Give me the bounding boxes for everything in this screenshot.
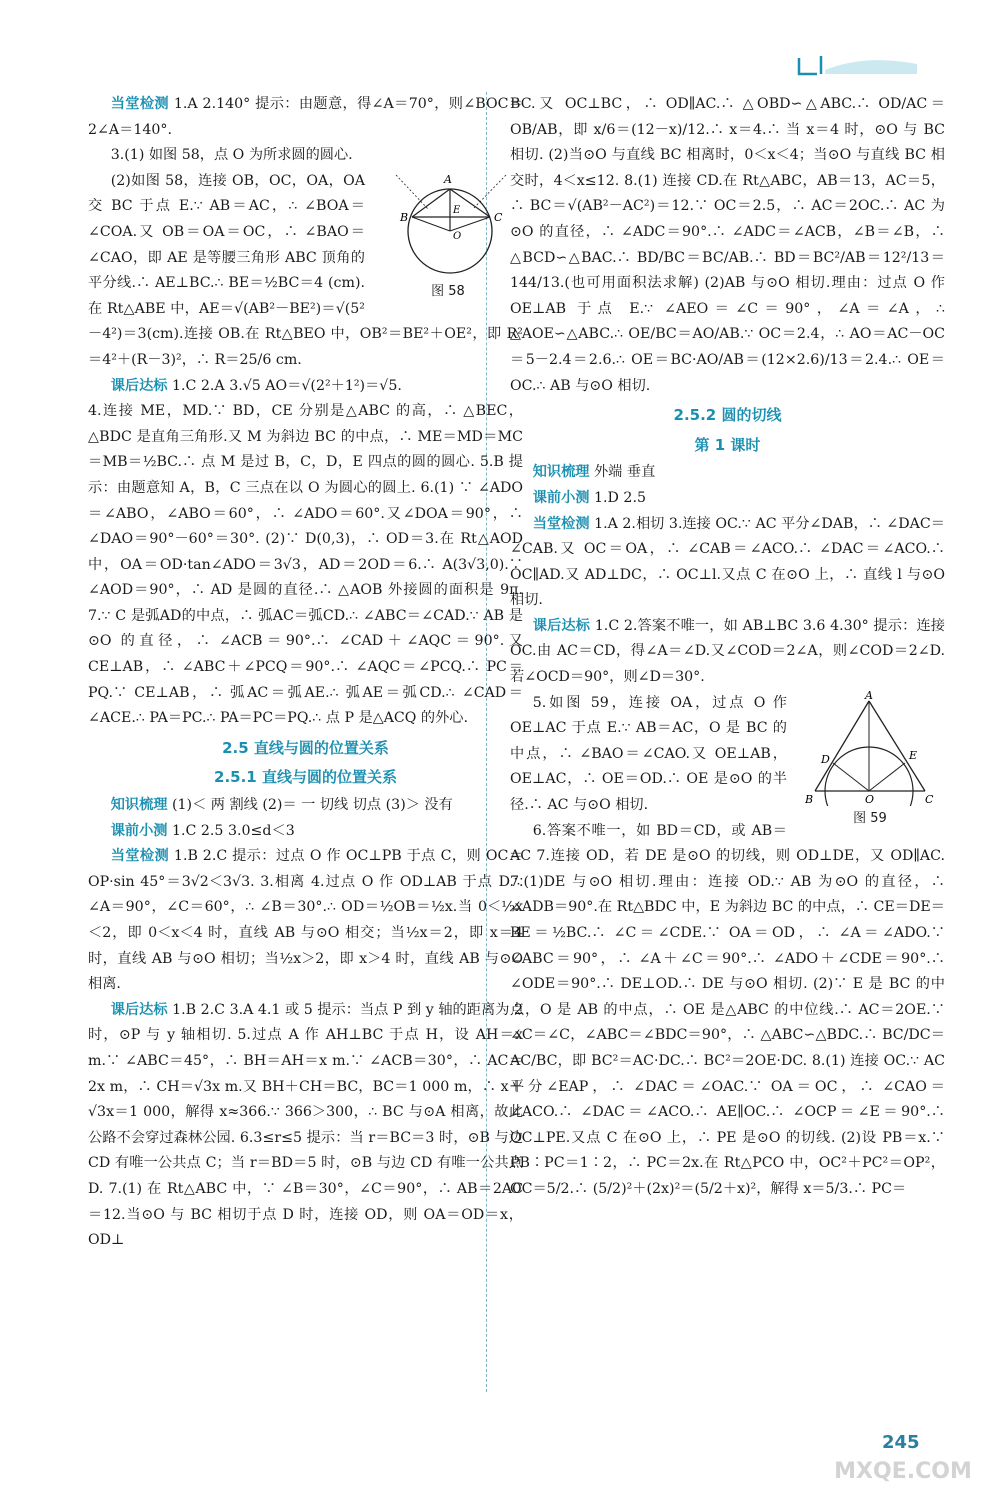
figure-58 xyxy=(373,169,523,305)
svg-text:O: O xyxy=(865,792,875,806)
right-column xyxy=(510,92,945,1203)
svg-text:A: A xyxy=(865,690,873,702)
figure-caption: 图 58 xyxy=(431,283,465,299)
paragraph: 知识梳理 (1)＜ 两 割线 (2)＝ 一 切线 切点 (3)＞ 没有 xyxy=(110,797,453,814)
section-keyword: 知识梳理 xyxy=(110,797,168,814)
figure-59 xyxy=(795,691,945,832)
page-number: 245 xyxy=(882,1432,920,1453)
paragraph: 课前小测 1.C 2.5 3.0≤d＜3 xyxy=(110,822,295,839)
svg-text:O: O xyxy=(453,230,462,242)
paragraph: 4.连接 ME，MD.∵ BD，CE 分别是△ABC 的高，∴ △BEC，△BDC 是直角三角形.又 M 为斜边 BC 的中点，∴ ME＝MD＝MC＝MB＝½BC.∴ 点 M 是过 B，C，D，E 四点的圆的圆心. 5.B 提示：由题意知 A，B，C 三点在以 O 为圆心的圆上. 6.(1) ∵ ∠ADO＝∠ABO，∠ABO＝60°，∴ ∠ADO＝60°.又∠DOA＝90°，∴ ∠DAO＝90°－60°＝30°. (2)∵ D(0,3)，∴ OD＝3.在 Rt△AOD 中，OA＝OD·tan∠ADO＝3√3，AD＝2OD＝6.∴ A(3√3,0).∵ ∠AOD＝90°，∴ AD 是圆的直径.∴ △AOB 外接圆的面积是 9π. 7.∵ C 是弧AD的中点，∴ 弧AC＝弧CD.∴ ∠ABC＝∠CAD.∵ AB 是⊙O 的直径，∴ ∠ACB＝90°.∴ ∠CAD＋∠AQC＝90°.又 CE⊥AB，∴ ∠ABC＋∠PCQ＝90°.∴ ∠AQC＝∠PCQ.∴ PC＝PQ.∵ CE⊥AB，∴ 弧AC＝弧AE.∴ 弧AE＝弧CD.∴ ∠CAD＝∠ACE.∴ PA＝PC.∴ PA＝PC＝PQ.∴ 点 P 是△ACQ 的外心. xyxy=(88,403,523,727)
paragraph: 知识梳理 外端 垂直 xyxy=(532,464,656,481)
paragraph: 6.答案不唯一，如 BD＝CD，或 AB＝AC 7.连接 OD，若 DE 是⊙O 的切线，则 OD⊥DE，又 OD∥AC. 7.(1)DE 与⊙O 相切.理由：连接 OD.∵ AB 为⊙O 的直径，∴ ∠ADB＝90°.在 Rt△BDC 中，E 为斜边 BC 的中点，∴ CE＝DE＝BE＝½BC.∴ ∠C＝∠CDE.∵ OA＝OD，∴ ∠A＝∠ADO.∵ ∠ABC＝90°，∴ ∠A＋∠C＝90°.∴ ∠ADO＋∠CDE＝90°.∴ ∠ODE＝90°.∴ DE⊥OD.∴ DE 与⊙O 相切. (2)∵ E 是 BC 的中点，O 是 AB 的中点，∴ OE 是△ABC 的中位线.∴ AC＝2OE.∵ ∠C＝∠C，∠ABC＝∠BDC＝90°，∴ △ABC∽△BDC.∴ BC/DC＝AC/BC，即 BC²＝AC·DC.∴ BC²＝2OE·DC. 8.(1) 连接 OC.∵ AC 平分∠EAP，∴ ∠DAC＝∠OAC.∵ OA＝OC，∴ ∠CAO＝∠ACO.∴ ∠DAC＝∠ACO.∴ AE∥OC.∴ ∠OCP＝∠E＝90°.∴ OC⊥PE.又点 C 在⊙O 上，∴ PE 是⊙O 的切线. (2)设 PB＝x.∵ PB∶PC＝1∶2，∴ PC＝2x.在 Rt△PCO 中，OC²＋PC²＝OP²，OC＝5/2.∴ (5/2)²＋(2x)²＝(5/2＋x)²，解得 x＝5/3.∴ PC＝ xyxy=(510,822,945,1197)
section-keyword: 课后达标 xyxy=(110,1001,168,1018)
svg-text:E: E xyxy=(909,748,918,762)
svg-text:E: E xyxy=(453,204,461,216)
subsection-heading: 2.5.1 直线与圆的位置关系 xyxy=(214,768,397,787)
paragraph: 当堂检测 1.A 2.140° 提示：由题意，得∠A＝70°，则∠BOC＝2∠A＝140°. xyxy=(88,96,523,138)
paragraph: 当堂检测 1.B 2.C 提示：过点 O 作 OC⊥PB 于点 C，则 OC＝OP·sin 45°＝3√2＜3√3. 3.相离 4.过点 O 作 OD⊥AB 于点 D.∵ ∠A＝90°，∠C＝60°，∴ ∠B＝30°.∴ OD＝½OB＝½x.当 0＜½x＜2，即 0＜x＜4 时，直线 AB 与⊙O 相交；当½x＝2，即 x＝4 时，直线 AB 与⊙O 相切；当½x＞2，即 x＞4 时，直线 AB 与⊙O 相离. xyxy=(88,848,523,993)
svg-text:C: C xyxy=(494,210,503,224)
section-keyword: 知识梳理 xyxy=(532,464,590,481)
svg-text:B: B xyxy=(400,210,409,224)
lesson-heading: 第 1 课时 xyxy=(694,435,761,454)
paragraph: 当堂检测 1.A 2.相切 3.连接 OC.∵ AC 平分∠DAB，∴ ∠DAC＝∠CAB.又 OC＝OA，∴ ∠CAB＝∠ACO.∴ ∠DAC＝∠ACO.∴ OC∥AD.又 AD⊥DC，∴ OC⊥l.又点 C 在⊙O 上，∴ 直线 l 与⊙O 相切. xyxy=(510,515,945,609)
subsection-heading: 2.5.2 圆的切线 xyxy=(673,406,782,425)
left-column xyxy=(88,92,523,1254)
watermark-logo: MXQE.COM xyxy=(834,1459,972,1484)
figure-caption: 图 59 xyxy=(853,810,887,826)
section-keyword: 课前小测 xyxy=(532,489,590,506)
figure-58-drawing xyxy=(378,169,518,279)
section-keyword: 课后达标 xyxy=(110,377,168,394)
paragraph: 课后达标 1.C 2.答案不唯一，如 AB⊥BC 3.6 4.30° 提示：连接 OC.由 AC＝CD，得∠A＝∠D.又∠COD＝2∠A，则∠COD＝2∠D.若∠OCD＝90°，则∠D＝30°. xyxy=(510,617,945,686)
figure-59-drawing xyxy=(805,691,935,806)
section-keyword: 课前小测 xyxy=(110,822,168,839)
section-keyword: 当堂检测 xyxy=(110,848,170,865)
svg-text:A: A xyxy=(444,172,452,186)
paragraph: 课前小测 1.D 2.5 xyxy=(532,489,646,506)
paragraph: 3.(1) 如图 58，点 O 为所求圆的圆心. xyxy=(110,147,353,164)
paragraph: 课后达标 1.C 2.A 3.√5 AO＝√(2²＋1²)＝√5. xyxy=(110,377,402,394)
svg-text:D: D xyxy=(821,752,830,766)
svg-text:C: C xyxy=(925,792,934,806)
section-keyword: 课后达标 xyxy=(532,617,591,634)
paragraph: 课后达标 1.B 2.C 3.A 4.1 或 5 提示：当点 P 到 y 轴的距离为 2 时，⊙P 与 y 轴相切. 5.过点 A 作 AH⊥BC 于点 H，设 AH＝x m.∵ ∠ABC＝45°，∴ BH＝AH＝x m.∵ ∠ACB＝30°，∴ AC＝2x m，∴ CH＝√3x m.又 BH＋CH＝BC，BC＝1 000 m，∴ x＋√3x＝1 000，解得 x≈366.∵ 366＞300，∴ BC 与⊙A 相离，故此公路不会穿过森林公园. 6.3≤r≤5 提示：当 r＝BC＝3 时，⊙B 与边 CD 有唯一公共点 C；当 r＝BD＝5 时，⊙B 与边 CD 有唯一公共点 D. 7.(1) 在 Rt△ABC 中，∵ ∠B＝30°，∠C＝90°，∴ AB＝2AC＝12.当⊙O 与 BC 相切于点 D 时，连接 OD，则 OA＝OD＝x，OD⊥ xyxy=(88,1001,523,1249)
section-keyword: 当堂检测 xyxy=(532,515,590,532)
section-heading: 2.5 直线与圆的位置关系 xyxy=(222,738,389,757)
paragraph: BC.又 OC⊥BC，∴ OD∥AC.∴ △OBD∽△ABC.∴ OD/AC＝OB/AB，即 x/6＝(12－x)/12.∴ x＝4.∴ 当 x＝4 时，⊙O 与 BC 相切. (2)当⊙O 与直线 BC 相离时，0＜x＜4；当⊙O 与直线 BC 相交时，4＜x≤12. 8.(1) 连接 CD.在 Rt△ABC，AB＝13，AC＝5，∴ BC＝√(AB²－AC²)＝12.∵ OC＝2.5，∴ AC＝2OC.∴ AC 为⊙O 的直径，∴ ∠ADC＝90°.∴ ∠ADC＝∠ACB，∠B＝∠B，∴ △BCD∽△BAC.∴ BD/BC＝BC/AB.∴ BD＝BC²/AB＝12²/13＝144/13.(也可用面积法求解) (2)AB 与⊙O 相切.理由：过点 O 作 OE⊥AB 于点 E.∵ ∠AEO＝∠C＝90°，∠A＝∠A，∴ △AOE∽△ABC.∴ OE/BC＝AO/AB.∵ OC＝2.4，∴ AO＝AC－OC＝5－2.4＝2.6.∴ OE＝BC·AO/AB＝(12×2.6)/13＝2.4.∴ OE＝OC.∴ AB 与⊙O 相切. xyxy=(510,96,945,394)
section-keyword: 当堂检测 xyxy=(110,96,169,112)
header-decoration xyxy=(795,52,920,80)
svg-text:B: B xyxy=(805,792,814,806)
paragraph: 5.如图 59，连接 OA，过点 O 作 OE⊥AC 于点 E.∵ AB＝AC，O 是 BC 的中点，∴ ∠BAO＝∠CAO.又 OE⊥AB，OE⊥AC，∴ OE＝OD.∴ OE 是⊙O 的半径.∴ AC 与⊙O 相切. xyxy=(510,694,787,814)
paragraph: (2)如图 58，连接 OB，OC，OA，OA 交 BC 于点 E.∵ AB＝AC，∴ ∠BOA＝∠COA.又 OB＝OA＝OC，∴ ∠BAO＝∠CAO，即 AE 是等腰三角形 ABC 顶角的平分线.∴ AE⊥BC.∴ BE＝½BC＝4 (cm).在 Rt△ABE 中，AE＝√(AB²－BE²)＝√(5²－4²)＝3(cm).连接 OB.在 Rt△BEO 中，OB²＝BE²＋OE²，即 R²＝4²＋(R－3)²，∴ R＝25/6 cm. xyxy=(88,172,523,368)
